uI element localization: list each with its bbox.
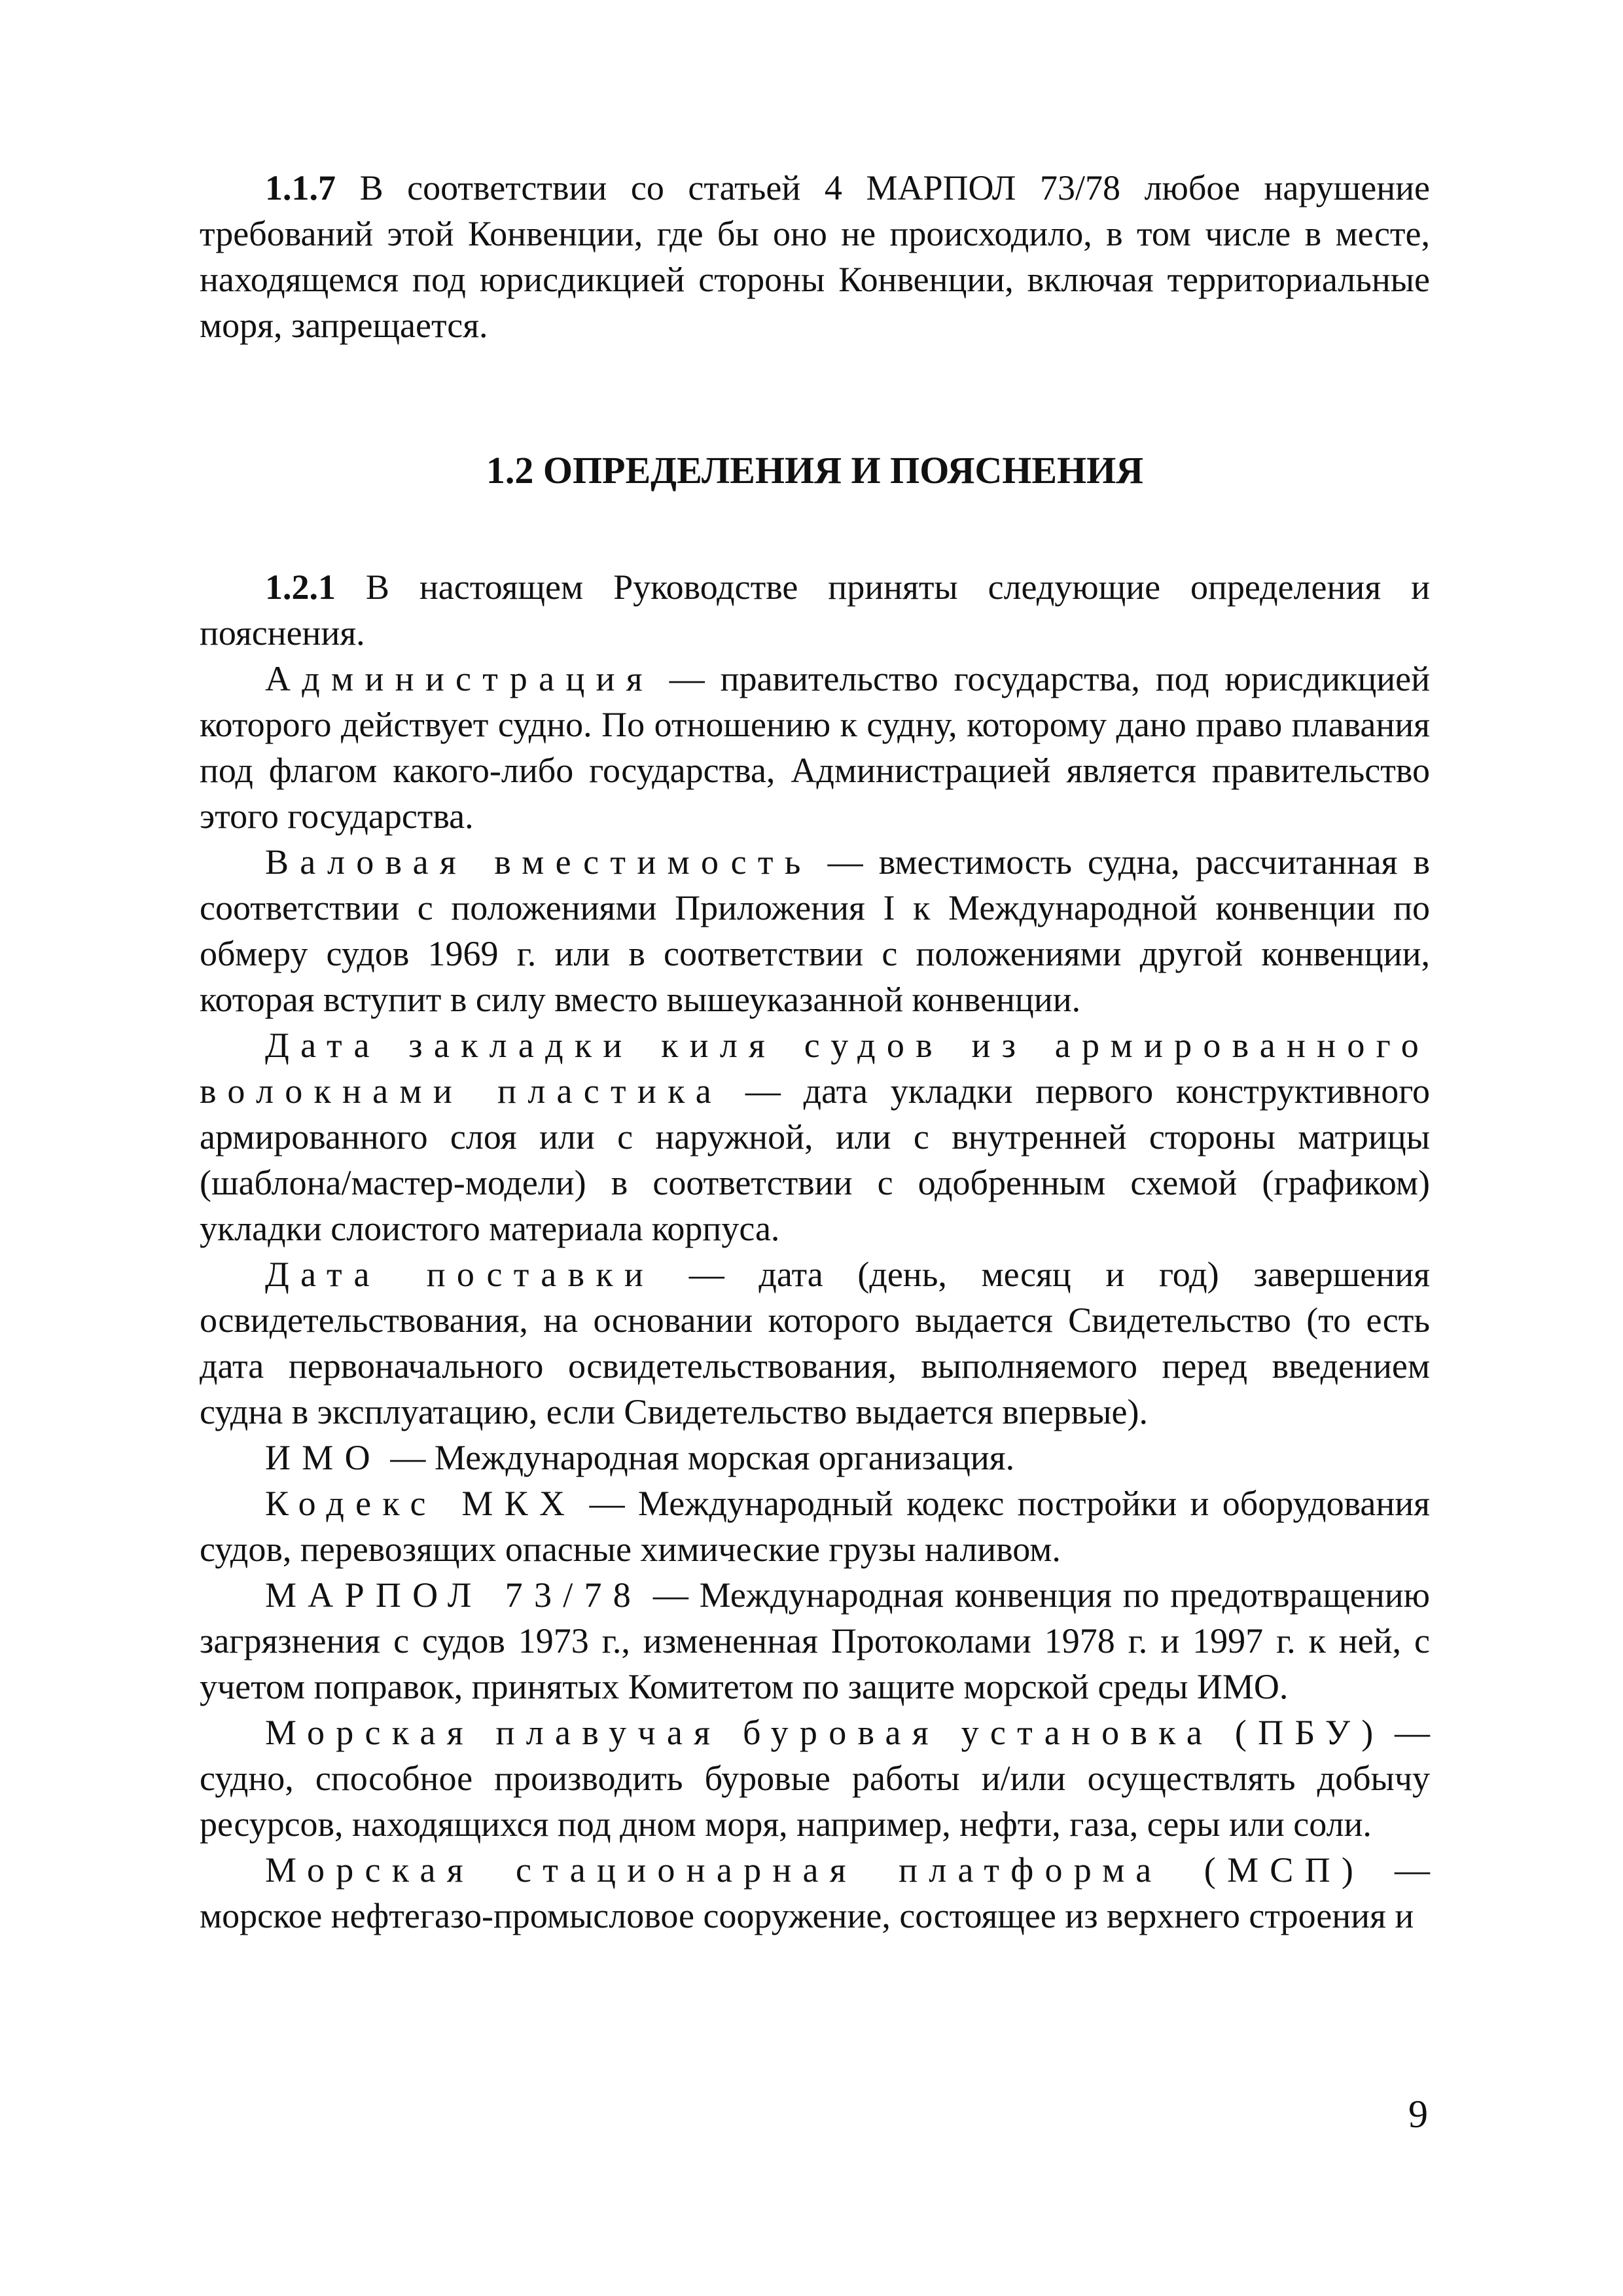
definition-term: Морская стационарная платформа (МСП) [265,1850,1365,1890]
definition-delivery-date [200,1251,1430,1435]
definition-text: — Международная морская организация. [381,1438,1015,1477]
definition-term: ИМО [265,1438,382,1477]
paragraph-text: В соответствии со статьей 4 МАРПОЛ 73/78 любое нарушение требований этой Конвенции, где бы оно не происходило, в том числе в месте, находящемся под юрисдикцией стороны Конвенции, включая территориальные моря, запрещается. [200,168,1430,345]
paragraph-number: 1.2.1 [265,567,336,607]
definition-term: Валовая вместимость [265,842,812,882]
definition-text: — вместимость судна, рассчитанная в соответствии с положениями Приложения I к Международной конвенции по обмеру судов 1969 г. или в соответствии с положениями другой конвенции, которая вступит в силу вместо вышеуказанной конвенции. [200,842,1430,1019]
definition-text: — морское нефтегазо-промысловое сооружение, состоящее из верхнего строения и [200,1850,1431,1935]
paragraph-1-2-1 [200,564,1430,656]
definition-ibc-code [200,1480,1430,1572]
definition-term: Администрация [265,659,654,698]
definition-administration [200,656,1430,839]
page-content [200,165,1430,1939]
paragraph-number: 1.1.7 [265,168,336,207]
definition-text: — судно, способное производить буровые работы и/или осуществлять добычу ресурсов, находящихся под дном моря, например, нефти, газа, серы или соли. [200,1713,1431,1844]
definition-text: — правительство государства, под юрисдикцией которого действует судно. По отношению к судну, которому дано право плавания под флагом какого-либо государства, Администрацией является правительство этого государства. [200,659,1430,836]
definition-text: — дата (день, месяц и год) завершения освидетельствования, на основании которого выдается Свидетельство (то есть дата первоначального освидетельствования, выполняемого перед введением судна в эксплуатацию, если Свидетельство выдается впервые). [200,1255,1430,1431]
definition-fixed-platform [200,1847,1430,1939]
definition-term: Дата закладки киля судов из армированного волокнами пластика [200,1026,1430,1111]
definition-text: — дата укладки первого конструктивного армированного слоя или с наружной, или с внутренней стороны матрицы (шаблона/мастер-модели) в соответствии с одобренным схемой (графиком) укладки слоистого материала корпуса. [200,1071,1430,1248]
paragraph-1-1-7 [200,165,1430,348]
definition-mobile-drilling-unit [200,1710,1430,1847]
definition-term: Дата поставки [265,1255,655,1294]
definition-marpol [200,1572,1430,1710]
definition-term: Морская плавучая буровая установка (ПБУ) [265,1713,1385,1752]
definition-text: — Международная конвенция по предотвращению загрязнения с судов 1973 г., измененная Протоколами 1978 г. и 1997 г. к ней, с учетом поправок, принятых Комитетом по защите морской среды ИМО. [200,1575,1431,1706]
page-number: 9 [1408,2092,1428,2136]
definition-gross-tonnage [200,839,1430,1022]
definition-imo [200,1435,1430,1480]
section-heading: 1.2 ОПРЕДЕЛЕНИЯ И ПОЯСНЕНИЯ [486,449,1144,492]
definition-keel-laying-date [200,1022,1430,1251]
definition-text: — Международный кодекс постройки и оборудования судов, перевозящих опасные химические грузы наливом. [200,1484,1430,1569]
paragraph-text: В настоящем Руководстве приняты следующие определения и пояснения. [200,567,1430,653]
definition-term: МАРПОЛ 73/78 [265,1575,643,1615]
definition-term: Кодекс МКХ [265,1484,577,1523]
